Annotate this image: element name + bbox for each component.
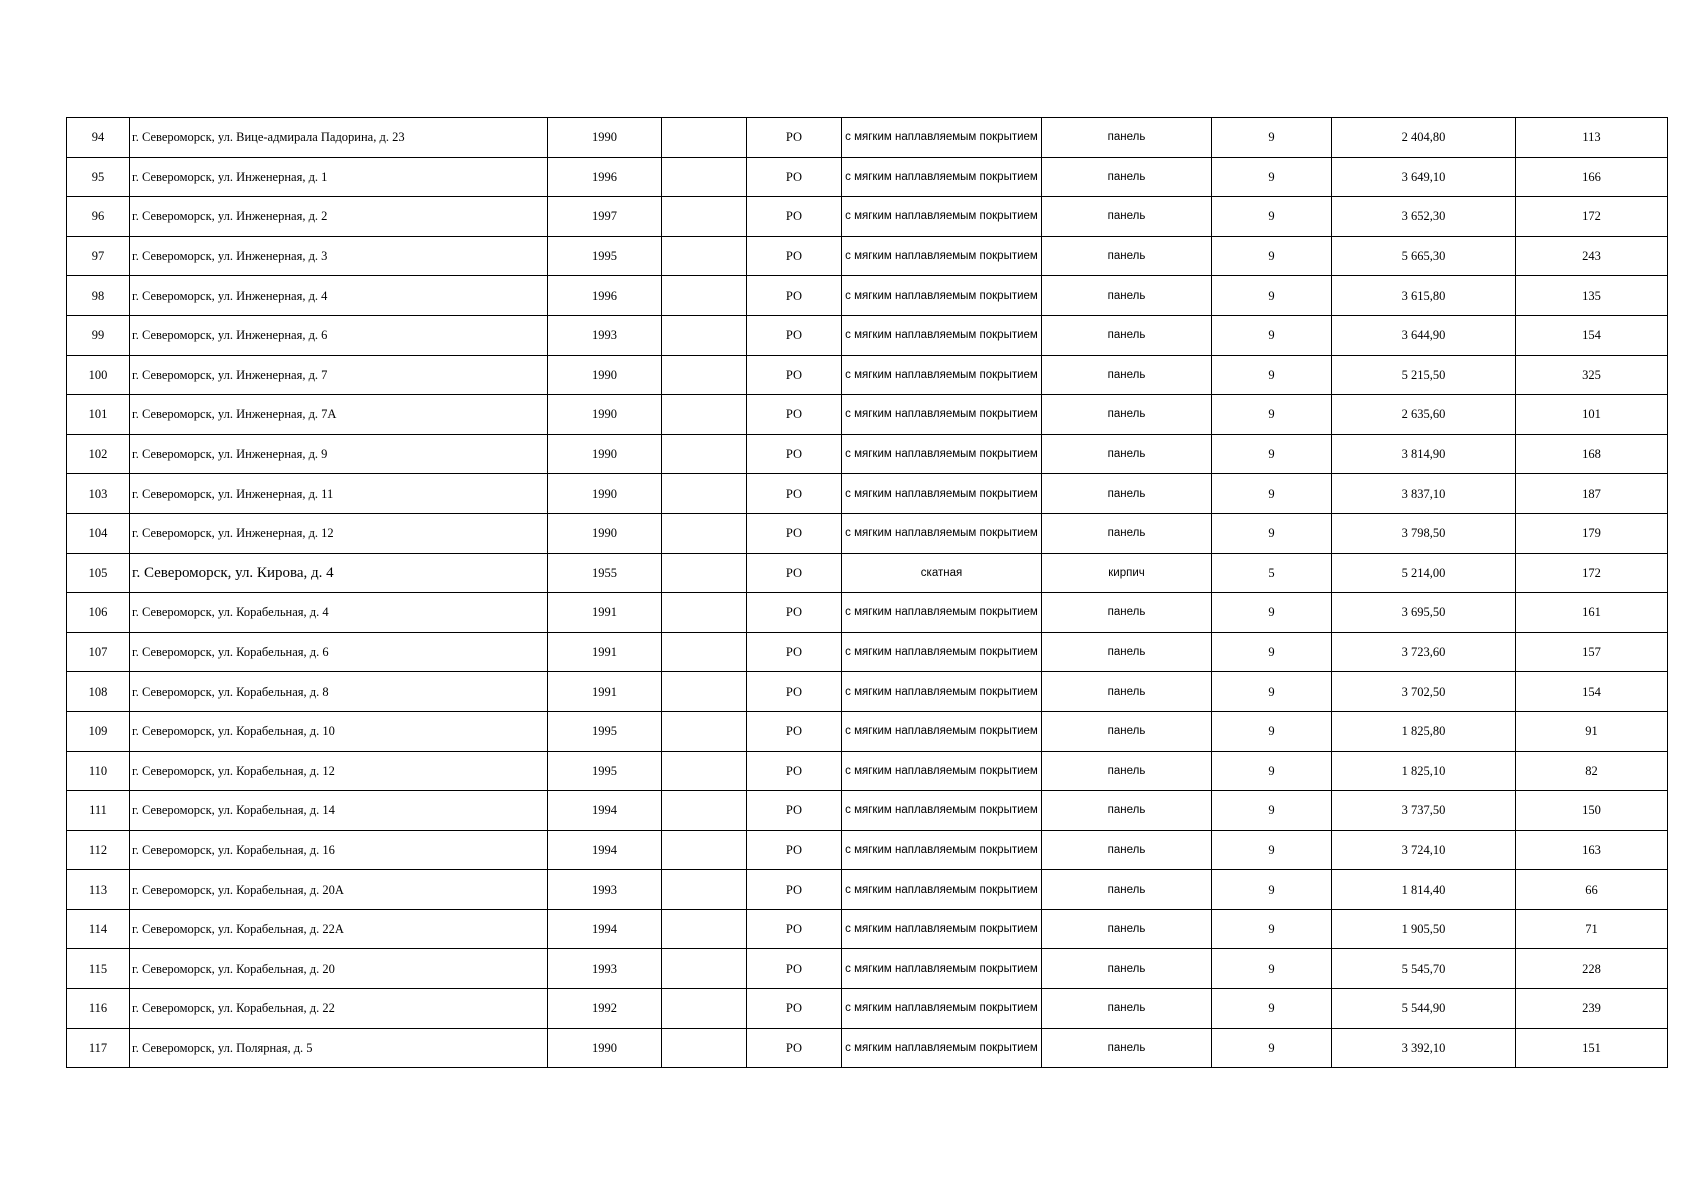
empty-cell	[662, 355, 747, 395]
fund-method-cell: РО	[747, 553, 842, 593]
floors-cell: 9	[1212, 751, 1332, 791]
fund-method-cell: РО	[747, 434, 842, 474]
area-cell: 3 695,50	[1332, 593, 1516, 633]
fund-method-cell: РО	[747, 276, 842, 316]
row-number-cell: 101	[67, 395, 130, 435]
residents-cell: 161	[1516, 593, 1668, 633]
roof-type-cell: с мягким наплавляемым покрытием	[842, 593, 1042, 633]
row-number-cell: 97	[67, 236, 130, 276]
floors-cell: 9	[1212, 355, 1332, 395]
roof-type-cell: с мягким наплавляемым покрытием	[842, 672, 1042, 712]
floors-cell: 9	[1212, 197, 1332, 237]
table-row	[67, 315, 1668, 355]
wall-material-cell: панель	[1042, 870, 1212, 910]
area-cell: 5 544,90	[1332, 989, 1516, 1029]
floors-cell: 9	[1212, 1028, 1332, 1068]
row-number-cell: 106	[67, 593, 130, 633]
year-built-cell: 1990	[548, 474, 662, 514]
address-cell: г. Североморск, ул. Инженерная, д. 2	[130, 197, 548, 237]
floors-cell: 9	[1212, 315, 1332, 355]
area-cell: 1 825,80	[1332, 711, 1516, 751]
area-cell: 5 215,50	[1332, 355, 1516, 395]
address-cell: г. Североморск, ул. Инженерная, д. 3	[130, 236, 548, 276]
address-cell: г. Североморск, ул. Полярная, д. 5	[130, 1028, 548, 1068]
row-number-cell: 109	[67, 711, 130, 751]
address-cell: г. Североморск, ул. Корабельная, д. 20А	[130, 870, 548, 910]
area-cell: 5 545,70	[1332, 949, 1516, 989]
row-number-cell: 98	[67, 276, 130, 316]
row-number-cell: 110	[67, 751, 130, 791]
wall-material-cell: панель	[1042, 632, 1212, 672]
floors-cell: 9	[1212, 949, 1332, 989]
residents-cell: 163	[1516, 830, 1668, 870]
area-cell: 2 635,60	[1332, 395, 1516, 435]
address-cell: г. Североморск, ул. Инженерная, д. 12	[130, 513, 548, 553]
table-row	[67, 909, 1668, 949]
row-number-cell: 105	[67, 553, 130, 593]
address-cell: г. Североморск, ул. Инженерная, д. 6	[130, 315, 548, 355]
row-number-cell: 111	[67, 791, 130, 831]
residents-cell: 168	[1516, 434, 1668, 474]
roof-type-cell: с мягким наплавляемым покрытием	[842, 751, 1042, 791]
roof-type-cell: с мягким наплавляемым покрытием	[842, 870, 1042, 910]
table-row	[67, 197, 1668, 237]
empty-cell	[662, 632, 747, 672]
empty-cell	[662, 672, 747, 712]
address-cell: г. Североморск, ул. Корабельная, д. 22А	[130, 909, 548, 949]
year-built-cell: 1990	[548, 1028, 662, 1068]
fund-method-cell: РО	[747, 315, 842, 355]
row-number-cell: 116	[67, 989, 130, 1029]
fund-method-cell: РО	[747, 791, 842, 831]
roof-type-cell: с мягким наплавляемым покрытием	[842, 830, 1042, 870]
floors-cell: 9	[1212, 395, 1332, 435]
wall-material-cell: панель	[1042, 830, 1212, 870]
fund-method-cell: РО	[747, 632, 842, 672]
table-row	[67, 830, 1668, 870]
area-cell: 1 814,40	[1332, 870, 1516, 910]
floors-cell: 9	[1212, 830, 1332, 870]
empty-cell	[662, 236, 747, 276]
fund-method-cell: РО	[747, 395, 842, 435]
roof-type-cell: с мягким наплавляемым покрытием	[842, 632, 1042, 672]
roof-type-cell: с мягким наплавляемым покрытием	[842, 236, 1042, 276]
area-cell: 3 392,10	[1332, 1028, 1516, 1068]
area-cell: 5 665,30	[1332, 236, 1516, 276]
empty-cell	[662, 157, 747, 197]
roof-type-cell: с мягким наплавляемым покрытием	[842, 157, 1042, 197]
wall-material-cell: панель	[1042, 157, 1212, 197]
area-cell: 3 737,50	[1332, 791, 1516, 831]
table-row	[67, 751, 1668, 791]
residents-cell: 172	[1516, 553, 1668, 593]
floors-cell: 9	[1212, 632, 1332, 672]
fund-method-cell: РО	[747, 355, 842, 395]
address-cell: г. Североморск, ул. Корабельная, д. 8	[130, 672, 548, 712]
roof-type-cell: с мягким наплавляемым покрытием	[842, 989, 1042, 1029]
floors-cell: 9	[1212, 474, 1332, 514]
year-built-cell: 1993	[548, 315, 662, 355]
residents-cell: 135	[1516, 276, 1668, 316]
address-cell: г. Североморск, ул. Инженерная, д. 9	[130, 434, 548, 474]
area-cell: 3 615,80	[1332, 276, 1516, 316]
roof-type-cell: с мягким наплавляемым покрытием	[842, 791, 1042, 831]
address-cell: г. Североморск, ул. Корабельная, д. 14	[130, 791, 548, 831]
address-cell: г. Североморск, ул. Корабельная, д. 10	[130, 711, 548, 751]
fund-method-cell: РО	[747, 672, 842, 712]
roof-type-cell: с мягким наплавляемым покрытием	[842, 474, 1042, 514]
fund-method-cell: РО	[747, 909, 842, 949]
residents-cell: 154	[1516, 672, 1668, 712]
table-row	[67, 157, 1668, 197]
fund-method-cell: РО	[747, 751, 842, 791]
floors-cell: 9	[1212, 870, 1332, 910]
area-cell: 2 404,80	[1332, 118, 1516, 158]
empty-cell	[662, 197, 747, 237]
fund-method-cell: РО	[747, 593, 842, 633]
area-cell: 3 644,90	[1332, 315, 1516, 355]
floors-cell: 5	[1212, 553, 1332, 593]
address-cell: г. Североморск, ул. Инженерная, д. 11	[130, 474, 548, 514]
roof-type-cell: с мягким наплавляемым покрытием	[842, 949, 1042, 989]
area-cell: 3 723,60	[1332, 632, 1516, 672]
year-built-cell: 1994	[548, 830, 662, 870]
residents-cell: 325	[1516, 355, 1668, 395]
residents-cell: 82	[1516, 751, 1668, 791]
table-row	[67, 949, 1668, 989]
table-row	[67, 434, 1668, 474]
floors-cell: 9	[1212, 118, 1332, 158]
residents-cell: 179	[1516, 513, 1668, 553]
residents-cell: 150	[1516, 791, 1668, 831]
residents-cell: 154	[1516, 315, 1668, 355]
roof-type-cell: с мягким наплавляемым покрытием	[842, 1028, 1042, 1068]
address-cell: г. Североморск, ул. Корабельная, д. 12	[130, 751, 548, 791]
table-row	[67, 632, 1668, 672]
year-built-cell: 1955	[548, 553, 662, 593]
address-cell: г. Североморск, ул. Корабельная, д. 20	[130, 949, 548, 989]
residents-cell: 239	[1516, 989, 1668, 1029]
fund-method-cell: РО	[747, 711, 842, 751]
year-built-cell: 1991	[548, 672, 662, 712]
table-row	[67, 553, 1668, 593]
address-cell: г. Североморск, ул. Инженерная, д. 7А	[130, 395, 548, 435]
year-built-cell: 1990	[548, 513, 662, 553]
year-built-cell: 1991	[548, 593, 662, 633]
wall-material-cell: панель	[1042, 395, 1212, 435]
roof-type-cell: с мягким наплавляемым покрытием	[842, 276, 1042, 316]
year-built-cell: 1992	[548, 989, 662, 1029]
row-number-cell: 102	[67, 434, 130, 474]
row-number-cell: 108	[67, 672, 130, 712]
empty-cell	[662, 949, 747, 989]
roof-type-cell: с мягким наплавляемым покрытием	[842, 909, 1042, 949]
table-row	[67, 989, 1668, 1029]
row-number-cell: 95	[67, 157, 130, 197]
floors-cell: 9	[1212, 791, 1332, 831]
address-cell: г. Североморск, ул. Корабельная, д. 22	[130, 989, 548, 1029]
wall-material-cell: панель	[1042, 593, 1212, 633]
roof-type-cell: с мягким наплавляемым покрытием	[842, 355, 1042, 395]
empty-cell	[662, 870, 747, 910]
wall-material-cell: панель	[1042, 513, 1212, 553]
residents-cell: 228	[1516, 949, 1668, 989]
address-cell: г. Североморск, ул. Корабельная, д. 16	[130, 830, 548, 870]
address-cell: г. Североморск, ул. Корабельная, д. 6	[130, 632, 548, 672]
area-cell: 3 652,30	[1332, 197, 1516, 237]
residents-cell: 172	[1516, 197, 1668, 237]
fund-method-cell: РО	[747, 118, 842, 158]
residents-cell: 151	[1516, 1028, 1668, 1068]
row-number-cell: 112	[67, 830, 130, 870]
floors-cell: 9	[1212, 593, 1332, 633]
empty-cell	[662, 1028, 747, 1068]
floors-cell: 9	[1212, 672, 1332, 712]
address-cell: г. Североморск, ул. Корабельная, д. 4	[130, 593, 548, 633]
empty-cell	[662, 791, 747, 831]
table-row	[67, 276, 1668, 316]
year-built-cell: 1995	[548, 751, 662, 791]
address-cell: г. Североморск, ул. Вице-адмирала Падорина, д. 23	[130, 118, 548, 158]
address-cell: г. Североморск, ул. Инженерная, д. 4	[130, 276, 548, 316]
empty-cell	[662, 513, 747, 553]
area-cell: 3 702,50	[1332, 672, 1516, 712]
table-row	[67, 1028, 1668, 1068]
table-row	[67, 395, 1668, 435]
table-row	[67, 118, 1668, 158]
floors-cell: 9	[1212, 909, 1332, 949]
row-number-cell: 107	[67, 632, 130, 672]
floors-cell: 9	[1212, 236, 1332, 276]
empty-cell	[662, 989, 747, 1029]
wall-material-cell: панель	[1042, 949, 1212, 989]
residents-cell: 166	[1516, 157, 1668, 197]
roof-type-cell: с мягким наплавляемым покрытием	[842, 434, 1042, 474]
area-cell: 3 649,10	[1332, 157, 1516, 197]
fund-method-cell: РО	[747, 1028, 842, 1068]
row-number-cell: 100	[67, 355, 130, 395]
wall-material-cell: панель	[1042, 434, 1212, 474]
document-page	[66, 117, 1667, 1068]
fund-method-cell: РО	[747, 157, 842, 197]
residents-cell: 66	[1516, 870, 1668, 910]
fund-method-cell: РО	[747, 513, 842, 553]
table-row	[67, 711, 1668, 751]
year-built-cell: 1995	[548, 711, 662, 751]
year-built-cell: 1990	[548, 395, 662, 435]
wall-material-cell: панель	[1042, 474, 1212, 514]
residents-cell: 113	[1516, 118, 1668, 158]
residents-cell: 91	[1516, 711, 1668, 751]
area-cell: 1 825,10	[1332, 751, 1516, 791]
empty-cell	[662, 553, 747, 593]
wall-material-cell: панель	[1042, 355, 1212, 395]
floors-cell: 9	[1212, 157, 1332, 197]
roof-type-cell: с мягким наплавляемым покрытием	[842, 315, 1042, 355]
floors-cell: 9	[1212, 711, 1332, 751]
wall-material-cell: панель	[1042, 1028, 1212, 1068]
year-built-cell: 1990	[548, 118, 662, 158]
empty-cell	[662, 593, 747, 633]
table-row	[67, 870, 1668, 910]
floors-cell: 9	[1212, 513, 1332, 553]
row-number-cell: 115	[67, 949, 130, 989]
fund-method-cell: РО	[747, 197, 842, 237]
fund-method-cell: РО	[747, 870, 842, 910]
empty-cell	[662, 830, 747, 870]
table-row	[67, 236, 1668, 276]
year-built-cell: 1993	[548, 870, 662, 910]
table-row	[67, 672, 1668, 712]
roof-type-cell: с мягким наплавляемым покрытием	[842, 711, 1042, 751]
empty-cell	[662, 711, 747, 751]
year-built-cell: 1990	[548, 434, 662, 474]
area-cell: 5 214,00	[1332, 553, 1516, 593]
fund-method-cell: РО	[747, 989, 842, 1029]
address-cell: г. Североморск, ул. Инженерная, д. 1	[130, 157, 548, 197]
residents-cell: 187	[1516, 474, 1668, 514]
address-cell: г. Североморск, ул. Кирова, д. 4	[130, 553, 548, 593]
roof-type-cell: скатная	[842, 553, 1042, 593]
table-row	[67, 791, 1668, 831]
roof-type-cell: с мягким наплавляемым покрытием	[842, 118, 1042, 158]
fund-method-cell: РО	[747, 236, 842, 276]
wall-material-cell: панель	[1042, 276, 1212, 316]
row-number-cell: 114	[67, 909, 130, 949]
area-cell: 3 814,90	[1332, 434, 1516, 474]
fund-method-cell: РО	[747, 474, 842, 514]
housing-registry-table	[66, 117, 1668, 1068]
wall-material-cell: панель	[1042, 711, 1212, 751]
area-cell: 3 837,10	[1332, 474, 1516, 514]
wall-material-cell: панель	[1042, 989, 1212, 1029]
row-number-cell: 94	[67, 118, 130, 158]
row-number-cell: 113	[67, 870, 130, 910]
row-number-cell: 99	[67, 315, 130, 355]
wall-material-cell: панель	[1042, 236, 1212, 276]
year-built-cell: 1994	[548, 791, 662, 831]
empty-cell	[662, 474, 747, 514]
address-cell: г. Североморск, ул. Инженерная, д. 7	[130, 355, 548, 395]
row-number-cell: 104	[67, 513, 130, 553]
table-row	[67, 355, 1668, 395]
wall-material-cell: панель	[1042, 118, 1212, 158]
empty-cell	[662, 276, 747, 316]
empty-cell	[662, 315, 747, 355]
residents-cell: 243	[1516, 236, 1668, 276]
year-built-cell: 1995	[548, 236, 662, 276]
wall-material-cell: панель	[1042, 751, 1212, 791]
year-built-cell: 1990	[548, 355, 662, 395]
residents-cell: 157	[1516, 632, 1668, 672]
wall-material-cell: панель	[1042, 791, 1212, 831]
residents-cell: 101	[1516, 395, 1668, 435]
empty-cell	[662, 434, 747, 474]
residents-cell: 71	[1516, 909, 1668, 949]
empty-cell	[662, 118, 747, 158]
area-cell: 3 724,10	[1332, 830, 1516, 870]
row-number-cell: 96	[67, 197, 130, 237]
year-built-cell: 1993	[548, 949, 662, 989]
roof-type-cell: с мягким наплавляемым покрытием	[842, 513, 1042, 553]
table-row	[67, 593, 1668, 633]
floors-cell: 9	[1212, 276, 1332, 316]
floors-cell: 9	[1212, 989, 1332, 1029]
year-built-cell: 1991	[548, 632, 662, 672]
roof-type-cell: с мягким наплавляемым покрытием	[842, 197, 1042, 237]
floors-cell: 9	[1212, 434, 1332, 474]
year-built-cell: 1996	[548, 157, 662, 197]
fund-method-cell: РО	[747, 949, 842, 989]
year-built-cell: 1997	[548, 197, 662, 237]
empty-cell	[662, 395, 747, 435]
table-row	[67, 474, 1668, 514]
registry-body	[67, 118, 1668, 1068]
wall-material-cell: панель	[1042, 909, 1212, 949]
roof-type-cell: с мягким наплавляемым покрытием	[842, 395, 1042, 435]
row-number-cell: 117	[67, 1028, 130, 1068]
year-built-cell: 1996	[548, 276, 662, 316]
wall-material-cell: панель	[1042, 672, 1212, 712]
wall-material-cell: кирпич	[1042, 553, 1212, 593]
fund-method-cell: РО	[747, 830, 842, 870]
empty-cell	[662, 909, 747, 949]
year-built-cell: 1994	[548, 909, 662, 949]
row-number-cell: 103	[67, 474, 130, 514]
area-cell: 1 905,50	[1332, 909, 1516, 949]
wall-material-cell: панель	[1042, 315, 1212, 355]
table-row	[67, 513, 1668, 553]
empty-cell	[662, 751, 747, 791]
area-cell: 3 798,50	[1332, 513, 1516, 553]
wall-material-cell: панель	[1042, 197, 1212, 237]
